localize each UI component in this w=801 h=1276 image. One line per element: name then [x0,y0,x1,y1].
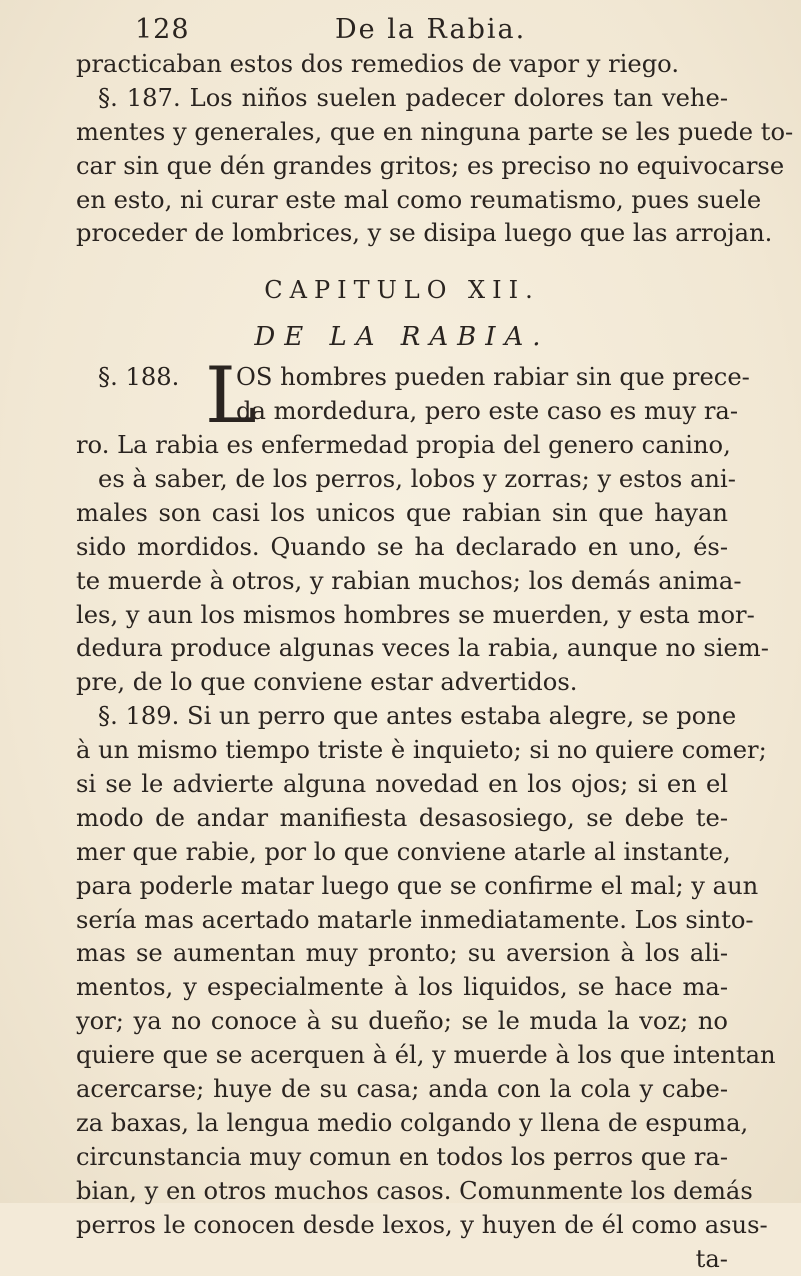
text-line: para poderle matar luego que se confirme el mal; y aun [76,870,728,904]
text-line: perros le conocen desde lexos, y huyen de él como asus- [76,1209,728,1243]
page-number: 128 [135,14,190,45]
text-line: §. 187. Los niños suelen padecer dolores tan vehe- [76,82,728,116]
text-line: za baxas, la lengua medio colgando y llena de espuma, [76,1107,728,1141]
text-line: §. 189. Si un perro que antes estaba alegre, se pone [76,700,728,734]
chapter-subtitle: DE LA RABIA. [76,313,728,361]
running-title: De la Rabia. [335,14,526,45]
text-line: da mordedura, pero este caso es muy ra- [76,395,728,429]
text-line: car sin que dén grandes gritos; es preciso no equivocarse [76,150,728,184]
text-line: males son casi los unicos que rabian sin que hayan [76,497,728,531]
page-body [76,48,728,1276]
text-line: proceder de lombrices, y se disipa luego que las arrojan. [76,217,728,251]
text-line: en esto, ni curar este mal como reumatismo, pues suele [76,184,728,218]
text-line: sería mas acertado matarle inmediatamente. Los sinto- [76,904,728,938]
text-line: bian, y en otros muchos casos. Comunmente los demás [76,1175,728,1209]
text-line: modo de andar manifiesta desasosiego, se debe te- [76,802,728,836]
text-line: quiere que se acerquen à él, y muerde à los que intentan [76,1039,728,1073]
text-line: es à saber, de los perros, lobos y zorras; y estos ani- [76,463,728,497]
text-line: mer que rabie, por lo que conviene atarle al instante, [76,836,728,870]
text-line: circunstancia muy comun en todos los perros que ra- [76,1141,728,1175]
drop-cap: L [205,363,257,429]
text-line: te muerde à otros, y rabian muchos; los demás anima- [76,565,728,599]
catchword: ta- [76,1243,728,1276]
text-line: acercarse; huye de su casa; anda con la cola y cabe- [76,1073,728,1107]
text-line: OS hombres pueden rabiar sin que prece- [76,361,728,395]
text-line: yor; ya no conoce à su dueño; se le muda la voz; no [76,1005,728,1039]
text-line: practicaban estos dos remedios de vapor y riego. [76,48,728,82]
text-line: mas se aumentan muy pronto; su aversion à los ali- [76,937,728,971]
text-line: à un mismo tiempo triste è inquieto; si no quiere comer; [76,734,728,768]
page-header [135,14,655,50]
text-line: les, y aun los mismos hombres se muerden, y esta mor- [76,599,728,633]
section-number: §. 188. [98,361,179,395]
paragraph-188 [76,361,728,429]
text-line: dedura produce algunas veces la rabia, aunque no siem- [76,632,728,666]
text-line: pre, de lo que conviene estar advertidos. [76,666,728,700]
text-line: mentes y generales, que en ninguna parte se les puede to- [76,116,728,150]
text-line: sido mordidos. Quando se ha declarado en uno, és- [76,531,728,565]
text-line: si se le advierte alguna novedad en los ojos; si en el [76,768,728,802]
chapter-heading: CAPITULO XII. [76,267,728,313]
text-line: mentos, y especialmente à los liquidos, se hace ma- [76,971,728,1005]
text-line: ro. La rabia es enfermedad propia del genero canino, [76,429,728,463]
